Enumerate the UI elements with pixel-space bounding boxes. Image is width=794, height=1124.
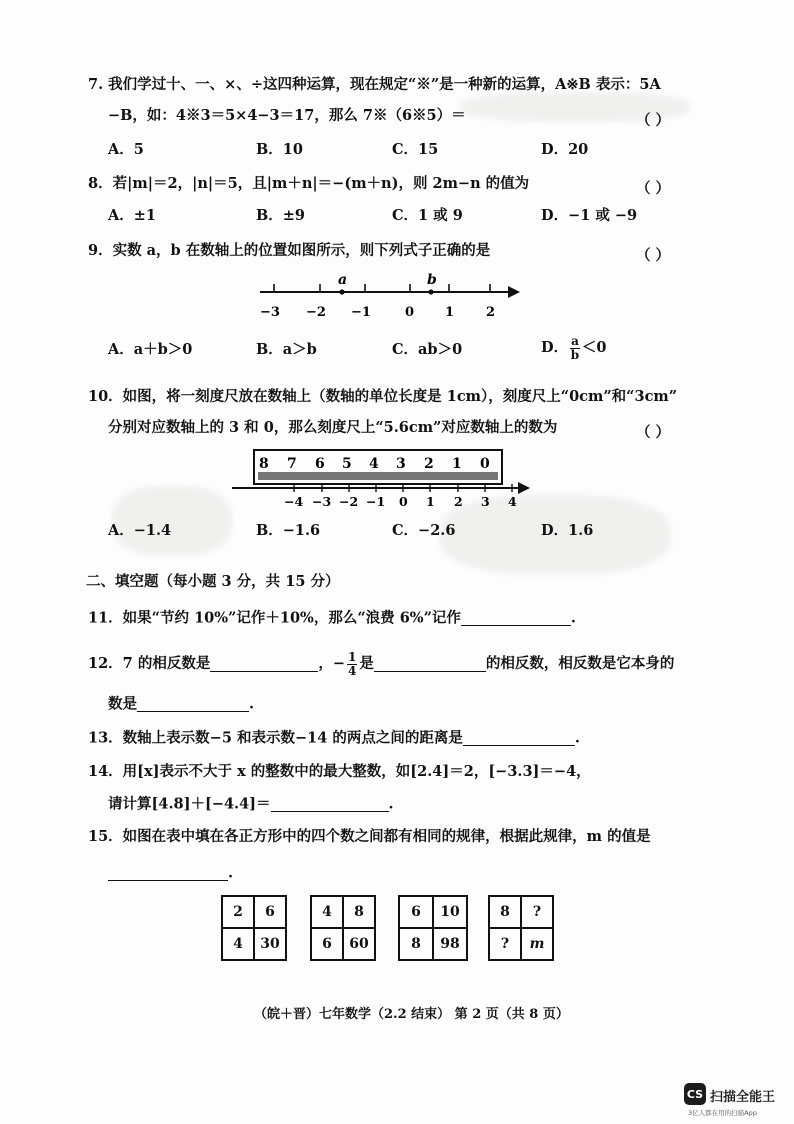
q13 bbox=[88, 731, 580, 746]
q10-option-c: C．−2.6 bbox=[392, 522, 456, 539]
grid-cell: ? bbox=[489, 928, 521, 960]
q10-option-b: B．−1.6 bbox=[256, 522, 321, 539]
q15-grid-2 bbox=[310, 895, 376, 961]
q9-option-d-prefix: D． bbox=[541, 338, 569, 356]
axis-label: −1 bbox=[366, 494, 386, 509]
q12-answer-blank-3[interactable] bbox=[137, 697, 249, 712]
q9-answer-paren: （ ） bbox=[636, 247, 671, 264]
ruler-label: 3 bbox=[396, 456, 406, 472]
q15-line2 bbox=[108, 866, 233, 881]
grid-cell: 60 bbox=[343, 928, 375, 960]
q12-fraction: $\frac{1}{4}$ bbox=[347, 650, 357, 678]
ruler-scale-band bbox=[258, 472, 498, 480]
section2-title: 二、填空题（每小题 3 分，共 15 分） bbox=[86, 573, 340, 590]
q9-option-d-suffix: ＜0 bbox=[581, 338, 607, 356]
ruler-label: 2 bbox=[424, 456, 434, 472]
point-b-label: b bbox=[427, 272, 437, 288]
grid-cell: 6 bbox=[254, 896, 286, 928]
axis-label: −3 bbox=[260, 305, 280, 320]
grid-cell: 6 bbox=[311, 928, 343, 960]
axis-label: −2 bbox=[306, 305, 326, 320]
q8-option-d: D．−1 或 −9 bbox=[541, 207, 638, 224]
grid-cell: ? bbox=[521, 896, 553, 928]
grid-cell: 8 bbox=[399, 928, 433, 960]
q15-grid-1 bbox=[221, 895, 287, 961]
q15-grid-4 bbox=[488, 895, 554, 961]
grid-cell: 8 bbox=[489, 896, 521, 928]
q9-option-a: A．a＋b＞0 bbox=[108, 341, 193, 358]
q12-mid: 是 bbox=[359, 654, 374, 672]
q10-answer-paren: （ ） bbox=[636, 424, 671, 441]
q12-line2 bbox=[108, 697, 254, 712]
grid-cell: 2 bbox=[222, 896, 254, 928]
axis-label: 2 bbox=[486, 305, 496, 320]
q13-text: 13．数轴上表示数−5 和表示数−14 的两点之间的距离是 bbox=[88, 729, 463, 747]
ruler-label: 1 bbox=[452, 456, 462, 472]
grid-cell: 30 bbox=[254, 928, 286, 960]
q12-comma: ，− bbox=[318, 654, 345, 672]
q14-answer-blank[interactable] bbox=[271, 797, 389, 812]
q12-period: . bbox=[249, 695, 255, 713]
grid-cell: 98 bbox=[433, 928, 467, 960]
q12 bbox=[88, 651, 674, 677]
ruler-label: 5 bbox=[342, 456, 352, 472]
q11-answer-blank[interactable] bbox=[461, 611, 571, 626]
q9-number-line bbox=[250, 270, 540, 325]
scan-smudge bbox=[112, 486, 232, 556]
q12-answer-blank-1[interactable] bbox=[210, 657, 318, 672]
q9-option-d-fraction: $\frac{a}{b}$ bbox=[570, 334, 580, 362]
q7-line2: −B，如：4※3＝5×4−3＝17，那么 7※（6※5）＝ bbox=[108, 107, 466, 124]
q12-text-start: 12．7 的相反数是 bbox=[88, 654, 211, 672]
axis-label: 1 bbox=[445, 305, 455, 320]
axis-label: 0 bbox=[399, 494, 408, 509]
q9-text: 9．实数 a，b 在数轴上的位置如图所示，则下列式子正确的是 bbox=[88, 242, 491, 259]
q7-option-b: B．10 bbox=[256, 141, 303, 158]
q15-grid-3 bbox=[398, 895, 468, 961]
grid-cell: 4 bbox=[311, 896, 343, 928]
ruler-label: 7 bbox=[287, 456, 297, 472]
q7-line1: 7. 我们学过十、一、×、÷这四种运算，现在规定“※”是一种新的运算，A※B 表示：5A bbox=[88, 76, 661, 93]
q11 bbox=[88, 611, 576, 626]
camscanner-tagline: 3亿人都在用的扫描App bbox=[688, 1109, 757, 1117]
q8-option-a: A．±1 bbox=[108, 207, 156, 224]
q8-text: 8．若|m|＝2，|n|＝5，且|m＋n|＝−(m＋n)，则 2m−n 的值为 bbox=[88, 175, 530, 192]
q9-option-b: B．a＞b bbox=[256, 341, 317, 358]
point-b-dot bbox=[428, 289, 433, 294]
q13-answer-blank[interactable] bbox=[463, 731, 575, 746]
camscanner-name: 扫描全能王 bbox=[710, 1090, 776, 1105]
point-a-label: a bbox=[338, 272, 348, 288]
q10-line2: 分别对应数轴上的 3 和 0，那么刻度尺上“5.6cm”对应数轴上的数为 bbox=[108, 419, 558, 436]
q12-line2-text: 数是 bbox=[108, 695, 137, 713]
q8-answer-paren: （ ） bbox=[636, 180, 671, 197]
q12-text-end: 的相反数，相反数是它本身的 bbox=[485, 654, 675, 672]
q8-option-c: C．1 或 9 bbox=[392, 207, 463, 224]
q7-option-a: A．5 bbox=[108, 141, 144, 158]
q7-answer-paren: （ ） bbox=[636, 112, 671, 129]
axis-label: 1 bbox=[426, 494, 435, 509]
grid-cell: m bbox=[521, 928, 553, 960]
axis-label: −3 bbox=[312, 494, 332, 509]
ruler-label: 0 bbox=[480, 456, 490, 472]
point-a-dot bbox=[339, 289, 344, 294]
camscanner-logo-icon: CS bbox=[684, 1083, 706, 1105]
q10-line1: 10．如图，将一刻度尺放在数轴上（数轴的单位长度是 1cm），刻度尺上“0cm”和“3cm” bbox=[88, 388, 678, 405]
q10-ruler-figure bbox=[232, 448, 532, 510]
q12-answer-blank-2[interactable] bbox=[374, 657, 486, 672]
q15-line1: 15．如图在表中填在各正方形中的四个数之间都有相同的规律，根据此规律，m 的值是 bbox=[88, 828, 651, 845]
q14-line2-text: 请计算[4.8]＋[−4.4]＝ bbox=[108, 795, 271, 813]
axis-label: −2 bbox=[339, 494, 359, 509]
q15-answer-blank[interactable] bbox=[108, 866, 228, 881]
ruler-label: 8 bbox=[259, 456, 269, 472]
axis-label: 4 bbox=[508, 494, 517, 509]
q10-option-d: D．1.6 bbox=[541, 522, 594, 539]
q15-period: . bbox=[228, 864, 234, 882]
ruler-label: 6 bbox=[315, 456, 325, 472]
q10-option-a: A．−1.4 bbox=[108, 522, 172, 539]
q11-period: . bbox=[570, 609, 576, 627]
axis-label: 3 bbox=[481, 494, 490, 509]
grid-cell: 10 bbox=[433, 896, 467, 928]
q14-line2 bbox=[108, 797, 394, 812]
q13-period: . bbox=[574, 729, 580, 747]
q11-text: 11．如果“节约 10%”记作＋10%，那么“浪费 6%”记作 bbox=[88, 609, 461, 627]
grid-cell: 4 bbox=[222, 928, 254, 960]
axis-label: −4 bbox=[284, 494, 304, 509]
q7-option-d: D．20 bbox=[541, 141, 589, 158]
q8-option-b: B．±9 bbox=[256, 207, 305, 224]
ruler-label: 4 bbox=[369, 456, 379, 472]
q9-option-d bbox=[541, 335, 606, 361]
q9-option-c: C．ab＞0 bbox=[392, 341, 463, 358]
axis-label: −1 bbox=[351, 305, 371, 320]
q14-line1: 14．用[x]表示不大于 x 的整数中的最大整数，如[2.4]＝2，[−3.3]＝−4， bbox=[88, 763, 591, 780]
q7-option-c: C．15 bbox=[392, 141, 439, 158]
page-footer: （皖＋晋）七年数学（2.2 结束） 第 2 页（共 8 页） bbox=[254, 1007, 569, 1022]
grid-cell: 6 bbox=[399, 896, 433, 928]
axis-label: 2 bbox=[454, 494, 463, 509]
axis-label: 0 bbox=[405, 305, 415, 320]
q14-period: . bbox=[388, 795, 394, 813]
grid-cell: 8 bbox=[343, 896, 375, 928]
